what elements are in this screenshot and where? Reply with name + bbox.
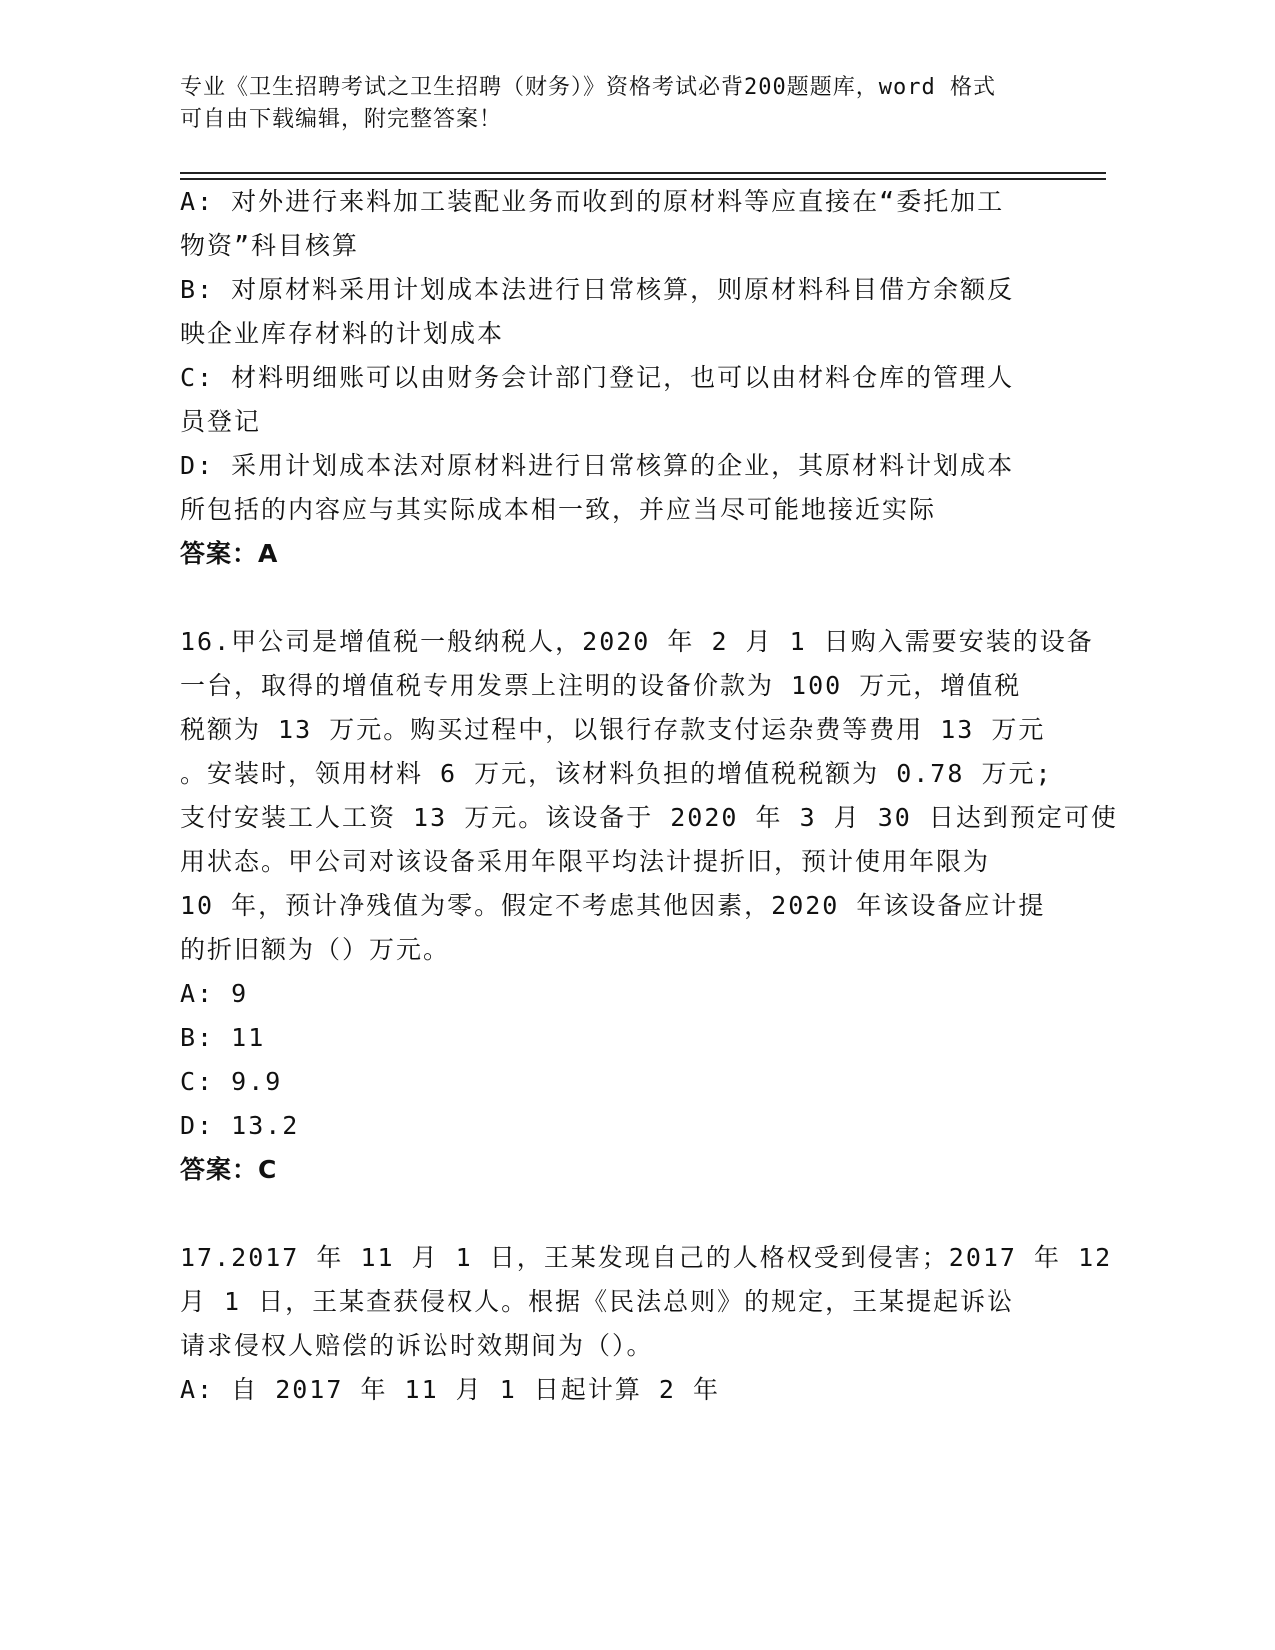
option-a: A: 9 <box>180 979 249 1008</box>
spacer <box>180 576 1040 620</box>
question-16 <box>180 620 1118 1192</box>
option-b: B: 11 <box>180 1023 266 1052</box>
stem-line: 的折旧额为（）万元。 <box>180 935 451 964</box>
stem-line: 请求侵权人赔偿的诉讼时效期间为（）。 <box>180 1331 654 1360</box>
document-header <box>180 72 1040 136</box>
header-rule-top <box>180 172 1106 174</box>
stem-line: 用状态。甲公司对该设备采用年限平均法计提折旧，预计使用年限为 <box>180 847 991 876</box>
stem-line: 17.2017 年 11 月 1 日，王某发现自己的人格权受到侵害；2017 年 12 <box>180 1243 1113 1272</box>
stem-line: 支付安装工人工资 13 万元。该设备于 2020 年 3 月 30 日达到预定可使 <box>180 803 1118 832</box>
option-line: D: 采用计划成本法对原材料进行日常核算的企业，其原材料计划成本 <box>180 451 1015 480</box>
document-body <box>180 180 1118 1412</box>
spacer <box>180 1192 1040 1236</box>
option-line: 所包括的内容应与其实际成本相一致，并应当尽可能地接近实际 <box>180 495 937 524</box>
question-stem <box>180 620 1118 972</box>
stem-line: 月 1 日，王某查获侵权人。根据《民法总则》的规定，王某提起诉讼 <box>180 1287 1015 1316</box>
stem-line: 。安装时，领用材料 6 万元，该材料负担的增值税税额为 0.78 万元; <box>180 759 1053 788</box>
option-d <box>180 444 1040 532</box>
option-c <box>180 356 1040 444</box>
answer-label: 答案：C <box>180 1155 278 1184</box>
option-a <box>180 180 1040 268</box>
question-15-options <box>180 180 1040 576</box>
option-line: 映企业库存材料的计划成本 <box>180 319 505 348</box>
stem-line: 10 年，预计净残值为零。假定不考虑其他因素，2020 年该设备应计提 <box>180 891 1046 920</box>
header-line: 可自由下载编辑，附完整答案！ <box>180 107 503 132</box>
option-b <box>180 268 1040 356</box>
question-stem <box>180 1236 1113 1368</box>
header-line: 专业《卫生招聘考试之卫生招聘（财务）》资格考试必背200题题库，word 格式 <box>180 75 996 100</box>
stem-line: 一台，取得的增值税专用发票上注明的设备价款为 100 万元，增值税 <box>180 671 1022 700</box>
stem-line: 税额为 13 万元。购买过程中，以银行存款支付运杂费等费用 13 万元 <box>180 715 1046 744</box>
option-line: A: 对外进行来料加工装配业务而收到的原材料等应直接在“委托加工 <box>180 187 1005 216</box>
option-d: D: 13.2 <box>180 1111 300 1140</box>
option-a: A: 自 2017 年 11 月 1 日起计算 2 年 <box>180 1375 720 1404</box>
option-line: 员登记 <box>180 407 262 436</box>
answer-label: 答案：A <box>180 539 279 568</box>
option-line: C: 材料明细账可以由财务会计部门登记，也可以由材料仓库的管理人 <box>180 363 1015 392</box>
option-c: C: 9.9 <box>180 1067 283 1096</box>
option-line: B: 对原材料采用计划成本法进行日常核算，则原材料科目借方余额反 <box>180 275 1015 304</box>
option-line: 物资”科目核算 <box>180 231 360 260</box>
question-17 <box>180 1236 1113 1412</box>
stem-line: 16.甲公司是增值税一般纳税人，2020 年 2 月 1 日购入需要安装的设备 <box>180 627 1094 656</box>
